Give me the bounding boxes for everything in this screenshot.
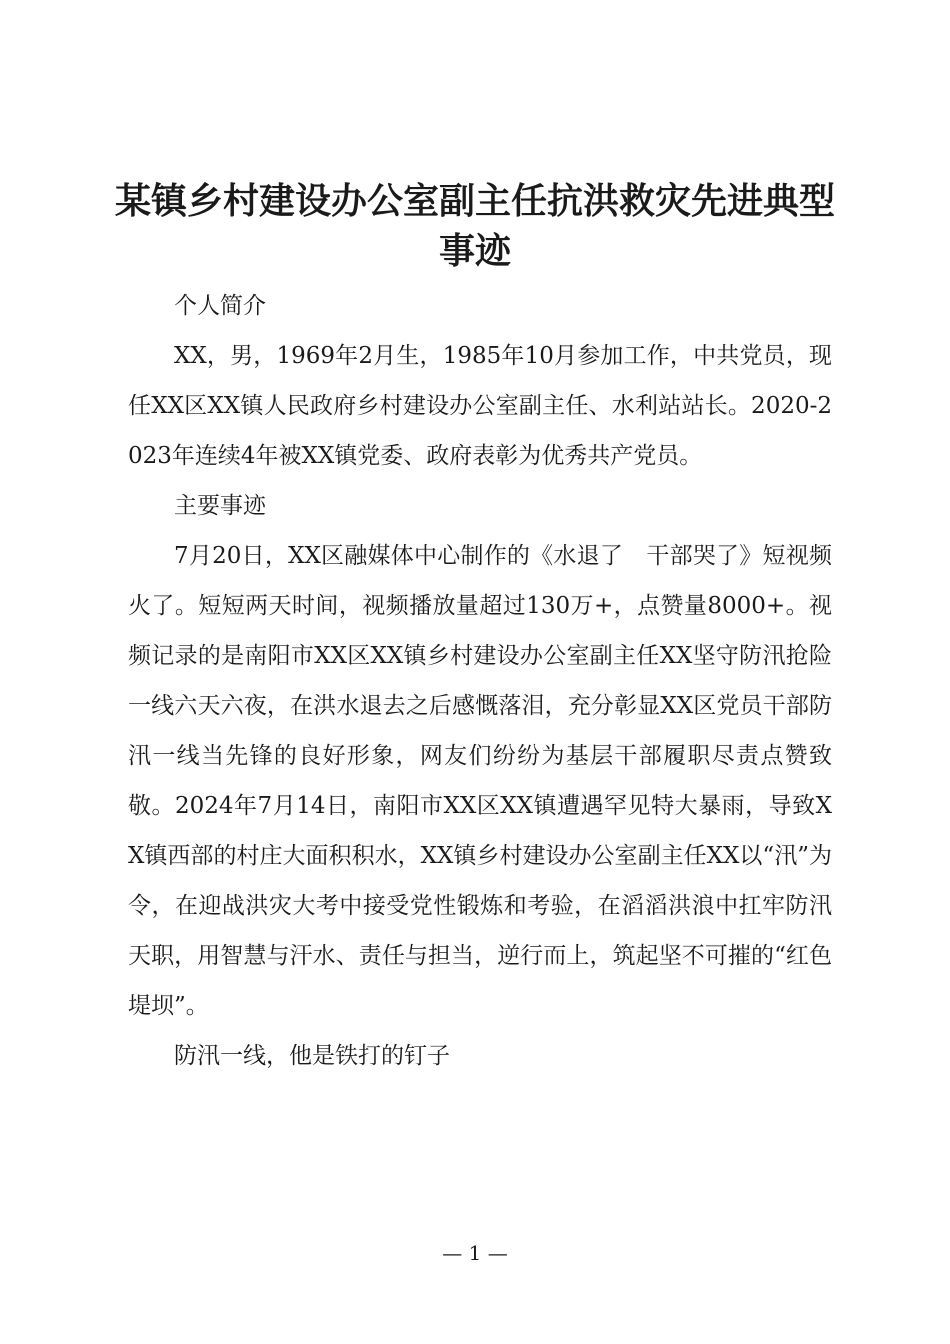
- document-body: [128, 281, 832, 1081]
- page-number: — 1 —: [442, 1241, 508, 1265]
- document-title: 某镇乡村建设办公室副主任抗洪救灾先进典型事迹: [114, 180, 835, 272]
- profile-paragraph: XX，男，1969年2月生，1985年10月参加工作，中共党员，现任XX区XX镇人民政府乡村建设办公室副主任、水利站站长。2020-2023年连续4年被XX镇党委、政府表彰为优秀共产党员。: [128, 343, 832, 469]
- section-heading-profile: 个人简介: [174, 293, 266, 319]
- deeds-paragraph: 7月20日，XX区融媒体中心制作的《水退了 干部哭了》短视频火了。短短两天时间，视频播放量超过130万+，点赞量8000+。视频记录的是南阳市XX区XX镇乡村建设办公室副主任XX坚守防汛抢险一线六天六夜，在洪水退去之后感慨落泪，充分彰显XX区党员干部防汛一线当先锋的良好形象，网友们纷纷为基层干部履职尽责点赞致敬。2024年7月14日，南阳市XX区XX镇遭遇罕见特大暴雨，导致XX镇西部的村庄大面积积水，XX镇乡村建设办公室副主任XX以“汛”为令，在迎战洪灾大考中接受党性锻炼和考验，在滔滔洪浪中扛牢防汛天职，用智慧与汗水、责任与担当，逆行而上，筑起坚不可摧的“红色堤坝”。: [128, 543, 832, 1019]
- subsection-heading: 防汛一线，他是铁打的钉子: [174, 1043, 450, 1069]
- section-heading-deeds: 主要事迹: [174, 493, 266, 519]
